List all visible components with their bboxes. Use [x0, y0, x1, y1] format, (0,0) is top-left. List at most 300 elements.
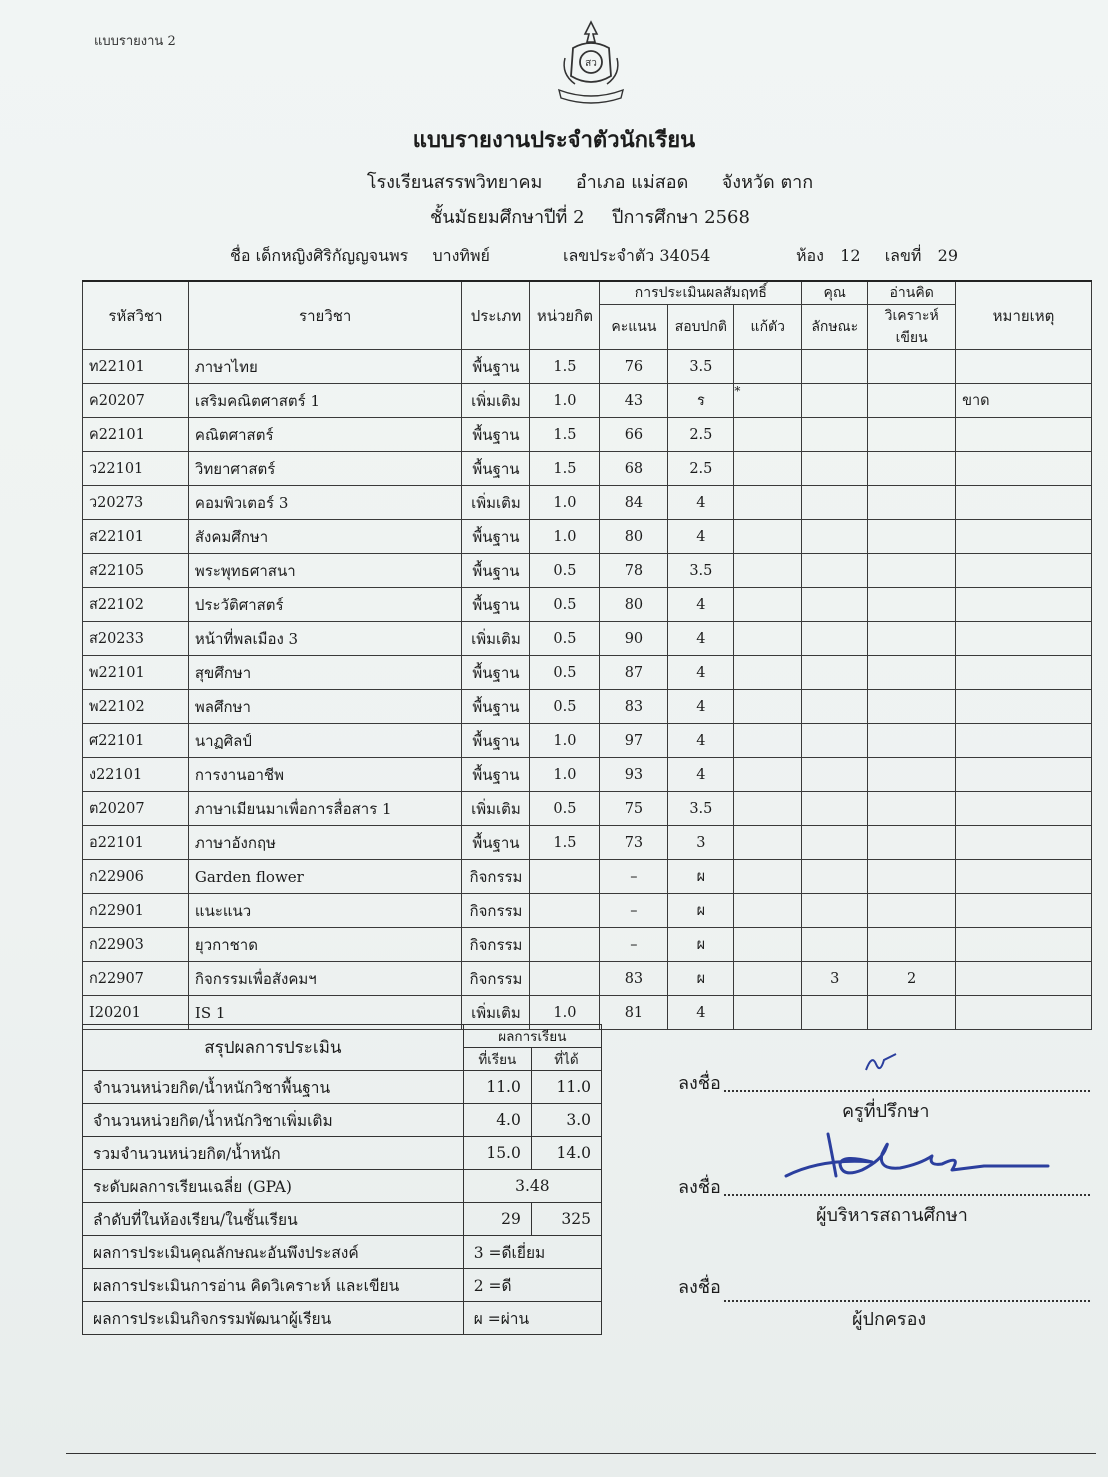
student-name-row: [230, 244, 490, 269]
type-cell: เพิ่มเติม: [462, 486, 530, 520]
remark-cell: [956, 860, 1092, 894]
char-cell: [802, 622, 868, 656]
credit-cell: 1.5: [530, 452, 600, 486]
grade-cell: ร: [668, 384, 734, 418]
read-cell: [868, 588, 956, 622]
grade-cell: 4: [668, 588, 734, 622]
credit-cell: [530, 860, 600, 894]
id-label: เลขประจำตัว: [563, 246, 655, 265]
summary-char-row: [83, 1236, 602, 1269]
grade-cell: 3.5: [668, 554, 734, 588]
remark-cell: [956, 724, 1092, 758]
school-emblem-icon: [551, 18, 631, 104]
subject-cell: นาฏศิลป์: [188, 724, 462, 758]
grade-cell: ผ: [668, 860, 734, 894]
header-read-top: อ่านคิด: [868, 281, 956, 305]
remark-cell: [956, 656, 1092, 690]
subject-cell: กิจกรรมเพื่อสังคมฯ: [188, 962, 462, 996]
char-cell: [802, 826, 868, 860]
table-row: [83, 588, 1092, 622]
subject-cell: การงานอาชีพ: [188, 758, 462, 792]
credit-cell: 0.5: [530, 588, 600, 622]
table-row: [83, 350, 1092, 384]
code-cell: ส22105: [83, 554, 189, 588]
score-cell: –: [600, 894, 668, 928]
retest-cell: [734, 690, 802, 724]
advisor-title: ครูที่ปรึกษา: [842, 1101, 930, 1122]
grade-cell: 3.5: [668, 792, 734, 826]
code-cell: ศ22101: [83, 724, 189, 758]
type-cell: เพิ่มเติม: [462, 384, 530, 418]
table-row: [83, 554, 1092, 588]
rank-room: 29: [463, 1203, 531, 1236]
remark-cell: [956, 554, 1092, 588]
retest-cell: [734, 962, 802, 996]
grade-cell: 4: [668, 520, 734, 554]
table-row: [83, 656, 1092, 690]
grade-cell: 4: [668, 622, 734, 656]
svg-text:สว: สว: [585, 58, 597, 69]
read-cell: [868, 622, 956, 656]
grade-cell: 4: [668, 996, 734, 1030]
score-cell: 87: [600, 656, 668, 690]
char-cell: [802, 724, 868, 758]
student-surname: บางทิพย์: [432, 246, 490, 265]
read-cell: [868, 554, 956, 588]
type-cell: กิจกรรม: [462, 928, 530, 962]
char-cell: [802, 860, 868, 894]
summary-value: 11.0: [463, 1071, 531, 1104]
read-cell: 2: [868, 962, 956, 996]
type-cell: พื้นฐาน: [462, 588, 530, 622]
read-cell: [868, 350, 956, 384]
summary-result-header: ผลการเรียน: [463, 1025, 601, 1048]
type-cell: เพิ่มเติม: [462, 792, 530, 826]
name-label: ชื่อ: [230, 246, 251, 265]
summary-label: ผลการประเมินกิจกรรมพัฒนาผู้เรียน: [83, 1302, 464, 1335]
code-cell: ว20273: [83, 486, 189, 520]
grade-cell: 4: [668, 656, 734, 690]
code-cell: พ22101: [83, 656, 189, 690]
type-cell: พื้นฐาน: [462, 690, 530, 724]
table-row: [83, 520, 1092, 554]
score-cell: 83: [600, 690, 668, 724]
type-cell: พื้นฐาน: [462, 724, 530, 758]
retest-cell: [734, 996, 802, 1030]
summary-activity-row: [83, 1302, 602, 1335]
retest-cell: [734, 554, 802, 588]
table-row: [83, 486, 1092, 520]
summary-rank-row: [83, 1203, 602, 1236]
char-result: 3 =ดีเยี่ยม: [463, 1236, 601, 1269]
read-cell: [868, 792, 956, 826]
retest-cell: [734, 826, 802, 860]
grade-cell: ผ: [668, 962, 734, 996]
summary-label: ผลการประเมินคุณลักษณะอันพึงประสงค์: [83, 1236, 464, 1269]
credit-cell: 0.5: [530, 792, 600, 826]
header-code: รหัสวิชา: [83, 281, 189, 350]
score-cell: 66: [600, 418, 668, 452]
header-char-bottom: ลักษณะ: [802, 305, 868, 350]
summary-label: จำนวนหน่วยกิต/น้ำหนักวิชาพื้นฐาน: [83, 1071, 464, 1104]
remark-cell: [956, 486, 1092, 520]
read-result: 2 =ดี: [463, 1269, 601, 1302]
char-cell: 3: [802, 962, 868, 996]
score-cell: 73: [600, 826, 668, 860]
remark-cell: [956, 452, 1092, 486]
remark-cell: [956, 418, 1092, 452]
score-cell: 83: [600, 962, 668, 996]
advisor-signature-icon: [862, 1048, 902, 1078]
read-cell: [868, 826, 956, 860]
summary-total-row: [83, 1137, 602, 1170]
credit-cell: 1.0: [530, 520, 600, 554]
code-cell: อ22101: [83, 826, 189, 860]
score-cell: 80: [600, 588, 668, 622]
remark-cell: ขาด: [956, 384, 1092, 418]
header-credit: หน่วยกิต: [530, 281, 600, 350]
score-cell: 78: [600, 554, 668, 588]
type-cell: พื้นฐาน: [462, 452, 530, 486]
grade-cell: 2.5: [668, 452, 734, 486]
type-cell: กิจกรรม: [462, 894, 530, 928]
score-cell: 93: [600, 758, 668, 792]
retest-cell: [734, 452, 802, 486]
retest-cell: [734, 520, 802, 554]
type-cell: เพิ่มเติม: [462, 622, 530, 656]
student-id: 34054: [659, 246, 711, 265]
char-cell: [802, 554, 868, 588]
district: อำเภอ แม่สอด: [575, 172, 689, 193]
remark-cell: [956, 588, 1092, 622]
read-cell: [868, 690, 956, 724]
score-cell: –: [600, 928, 668, 962]
subject-cell: ประวัติศาสตร์: [188, 588, 462, 622]
retest-cell: [734, 622, 802, 656]
table-row: [83, 826, 1092, 860]
code-cell: ต20207: [83, 792, 189, 826]
activity-result: ผ =ผ่าน: [463, 1302, 601, 1335]
remark-cell: [956, 792, 1092, 826]
type-cell: กิจกรรม: [462, 962, 530, 996]
grade-cell: 3: [668, 826, 734, 860]
score-cell: 90: [600, 622, 668, 656]
score-cell: 43: [600, 384, 668, 418]
class-line: [0, 202, 1108, 231]
code-cell: ส22101: [83, 520, 189, 554]
summary-value: 4.0: [463, 1104, 531, 1137]
summary-value: 11.0: [531, 1071, 601, 1104]
remark-cell: [956, 520, 1092, 554]
table-row: [83, 792, 1092, 826]
retest-cell: [734, 860, 802, 894]
grade-cell: 4: [668, 690, 734, 724]
read-cell: [868, 996, 956, 1030]
score-cell: 80: [600, 520, 668, 554]
remark-cell: [956, 690, 1092, 724]
type-cell: พื้นฐาน: [462, 826, 530, 860]
grades-table: [82, 280, 1092, 1030]
credit-cell: [530, 928, 600, 962]
remark-cell: [956, 622, 1092, 656]
director-title: ผู้บริหารสถานศึกษา: [816, 1205, 968, 1226]
remark-cell: [956, 962, 1092, 996]
score-cell: 84: [600, 486, 668, 520]
summary-col-studied: ที่เรียน: [463, 1048, 531, 1071]
table-row: [83, 724, 1092, 758]
summary-gpa-row: [83, 1170, 602, 1203]
code-cell: ก22907: [83, 962, 189, 996]
table-row: [83, 894, 1092, 928]
char-cell: [802, 384, 868, 418]
director-signature-icon: [782, 1124, 1050, 1184]
class-level: ชั้นมัธยมศึกษาปีที่ 2: [430, 207, 585, 228]
char-cell: [802, 690, 868, 724]
table-row: [83, 418, 1092, 452]
retest-cell: [734, 928, 802, 962]
read-cell: [868, 520, 956, 554]
subject-cell: คณิตศาสตร์: [188, 418, 462, 452]
credit-cell: 1.0: [530, 486, 600, 520]
seat-label: เลขที่: [884, 246, 922, 265]
char-cell: [802, 350, 868, 384]
room-label: ห้อง: [796, 246, 824, 265]
credit-cell: 1.0: [530, 384, 600, 418]
subject-cell: พระพุทธศาสนา: [188, 554, 462, 588]
credit-cell: 0.5: [530, 690, 600, 724]
char-cell: [802, 520, 868, 554]
type-cell: พื้นฐาน: [462, 758, 530, 792]
credit-cell: [530, 894, 600, 928]
read-cell: [868, 656, 956, 690]
read-cell: [868, 928, 956, 962]
table-row: [83, 452, 1092, 486]
read-cell: [868, 894, 956, 928]
credit-cell: 1.0: [530, 758, 600, 792]
advisor-sign-label: ลงชื่อ: [678, 1073, 721, 1094]
score-cell: 76: [600, 350, 668, 384]
remark-cell: [956, 928, 1092, 962]
summary-label: รวมจำนวนหน่วยกิต/น้ำหนัก: [83, 1137, 464, 1170]
retest-cell: [734, 724, 802, 758]
parent-sign-label: ลงชื่อ: [678, 1277, 721, 1298]
header-regular: สอบปกติ: [668, 305, 734, 350]
summary-value: 3.0: [531, 1104, 601, 1137]
credit-cell: 0.5: [530, 622, 600, 656]
read-cell: [868, 758, 956, 792]
char-cell: [802, 656, 868, 690]
summary-value: 15.0: [463, 1137, 531, 1170]
read-cell: [868, 486, 956, 520]
header-assessment: การประเมินผลสัมฤทธิ์: [600, 281, 802, 305]
header-retest: แก้ตัว: [734, 305, 802, 350]
retest-cell: *: [734, 384, 802, 418]
char-cell: [802, 486, 868, 520]
remark-cell: [956, 996, 1092, 1030]
student-id-row: [563, 244, 710, 269]
credit-cell: 0.5: [530, 656, 600, 690]
table-row: [83, 928, 1092, 962]
read-cell: [868, 724, 956, 758]
subject-cell: สังคมศึกษา: [188, 520, 462, 554]
retest-cell: [734, 894, 802, 928]
remark-cell: [956, 826, 1092, 860]
code-cell: ก22901: [83, 894, 189, 928]
header-read-bottom: วิเคราะห์เขียน: [868, 305, 956, 350]
credit-cell: 1.5: [530, 418, 600, 452]
type-cell: พื้นฐาน: [462, 520, 530, 554]
char-cell: [802, 894, 868, 928]
summary-table: [82, 1024, 602, 1335]
room-row: [796, 244, 958, 269]
remark-cell: [956, 894, 1092, 928]
code-cell: ก22903: [83, 928, 189, 962]
subject-cell: ภาษาไทย: [188, 350, 462, 384]
char-cell: [802, 588, 868, 622]
subject-cell: Garden flower: [188, 860, 462, 894]
type-cell: พื้นฐาน: [462, 656, 530, 690]
subject-cell: ยุวกาชาด: [188, 928, 462, 962]
director-sign-label: ลงชื่อ: [678, 1177, 721, 1198]
char-cell: [802, 928, 868, 962]
gpa-value: 3.48: [463, 1170, 601, 1203]
score-cell: 97: [600, 724, 668, 758]
school-name: โรงเรียนสรรพวิทยาคม: [366, 172, 543, 193]
credit-cell: 1.0: [530, 996, 600, 1030]
grade-cell: 3.5: [668, 350, 734, 384]
retest-cell: [734, 350, 802, 384]
footer-rule: [66, 1453, 1096, 1454]
read-cell: [868, 452, 956, 486]
code-cell: ง22101: [83, 758, 189, 792]
score-cell: 75: [600, 792, 668, 826]
subject-cell: แนะแนว: [188, 894, 462, 928]
char-cell: [802, 758, 868, 792]
char-cell: [802, 792, 868, 826]
subject-cell: วิทยาศาสตร์: [188, 452, 462, 486]
advisor-sign-line: [724, 1090, 1090, 1092]
subject-cell: หน้าที่พลเมือง 3: [188, 622, 462, 656]
table-row: [83, 384, 1092, 418]
parent-sign-line: [724, 1300, 1090, 1302]
retest-cell: [734, 792, 802, 826]
summary-read-row: [83, 1269, 602, 1302]
code-cell: I20201: [83, 996, 189, 1030]
credit-cell: 1.5: [530, 826, 600, 860]
code-cell: ค20207: [83, 384, 189, 418]
subject-cell: สุขศึกษา: [188, 656, 462, 690]
retest-cell: [734, 418, 802, 452]
subject-cell: ภาษาอังกฤษ: [188, 826, 462, 860]
grade-cell: 4: [668, 724, 734, 758]
header-subject: รายวิชา: [188, 281, 462, 350]
summary-value: 14.0: [531, 1137, 601, 1170]
type-cell: กิจกรรม: [462, 860, 530, 894]
room-number: 12: [840, 246, 861, 265]
read-cell: [868, 384, 956, 418]
summary-label: ผลการประเมินการอ่าน คิดวิเคราะห์ และเขียน: [83, 1269, 464, 1302]
subject-cell: เสริมคณิตศาสตร์ 1: [188, 384, 462, 418]
table-row: [83, 758, 1092, 792]
director-sign-line: [724, 1194, 1090, 1196]
code-cell: พ22102: [83, 690, 189, 724]
remark-cell: [956, 758, 1092, 792]
code-cell: ส22102: [83, 588, 189, 622]
code-cell: ค22101: [83, 418, 189, 452]
credit-cell: 0.5: [530, 554, 600, 588]
form-code: แบบรายงาน 2: [94, 34, 176, 49]
score-cell: 81: [600, 996, 668, 1030]
code-cell: ว22101: [83, 452, 189, 486]
grade-cell: ผ: [668, 928, 734, 962]
header-char-top: คุณ: [802, 281, 868, 305]
subject-cell: ภาษาเมียนมาเพื่อการสื่อสาร 1: [188, 792, 462, 826]
subject-cell: พลศึกษา: [188, 690, 462, 724]
retest-cell: [734, 656, 802, 690]
report-title: แบบรายงานประจำตัวนักเรียน: [412, 127, 696, 153]
score-cell: –: [600, 860, 668, 894]
table-row: [83, 962, 1092, 996]
grade-cell: 2.5: [668, 418, 734, 452]
retest-cell: [734, 486, 802, 520]
read-cell: [868, 860, 956, 894]
summary-basic-row: [83, 1071, 602, 1104]
subject-cell: คอมพิวเตอร์ 3: [188, 486, 462, 520]
header-remark: หมายเหตุ: [956, 281, 1092, 350]
type-cell: พื้นฐาน: [462, 554, 530, 588]
subject-cell: IS 1: [188, 996, 462, 1030]
table-row: [83, 622, 1092, 656]
type-cell: พื้นฐาน: [462, 350, 530, 384]
code-cell: ส20233: [83, 622, 189, 656]
type-cell: เพิ่มเติม: [462, 996, 530, 1030]
school-line: [0, 167, 1108, 196]
summary-extra-row: [83, 1104, 602, 1137]
seat-number: 29: [937, 246, 959, 265]
grade-cell: 4: [668, 486, 734, 520]
summary-label: ลำดับที่ในห้องเรียน/ในชั้นเรียน: [83, 1203, 464, 1236]
summary-title: สรุปผลการประเมิน: [83, 1025, 464, 1071]
read-cell: [868, 418, 956, 452]
char-cell: [802, 452, 868, 486]
table-row: [83, 860, 1092, 894]
rank-level: 325: [531, 1203, 601, 1236]
remark-cell: [956, 350, 1092, 384]
province: จังหวัด ตาก: [721, 172, 814, 193]
credit-cell: 1.0: [530, 724, 600, 758]
student-name: เด็กหญิงศิริกัญญจนพร: [255, 246, 409, 265]
score-cell: 68: [600, 452, 668, 486]
summary-label: จำนวนหน่วยกิต/น้ำหนักวิชาเพิ่มเติม: [83, 1104, 464, 1137]
academic-year: ปีการศึกษา 2568: [612, 207, 750, 228]
credit-cell: [530, 962, 600, 996]
header-score: คะแนน: [600, 305, 668, 350]
code-cell: ท22101: [83, 350, 189, 384]
parent-title: ผู้ปกครอง: [852, 1309, 927, 1330]
summary-label: ระดับผลการเรียนเฉลี่ย (GPA): [83, 1170, 464, 1203]
retest-cell: [734, 588, 802, 622]
char-cell: [802, 418, 868, 452]
credit-cell: 1.5: [530, 350, 600, 384]
grade-cell: 4: [668, 758, 734, 792]
header-type: ประเภท: [462, 281, 530, 350]
grade-cell: ผ: [668, 894, 734, 928]
summary-col-earned: ที่ได้: [531, 1048, 601, 1071]
char-cell: [802, 996, 868, 1030]
table-row: [83, 690, 1092, 724]
retest-cell: [734, 758, 802, 792]
type-cell: พื้นฐาน: [462, 418, 530, 452]
